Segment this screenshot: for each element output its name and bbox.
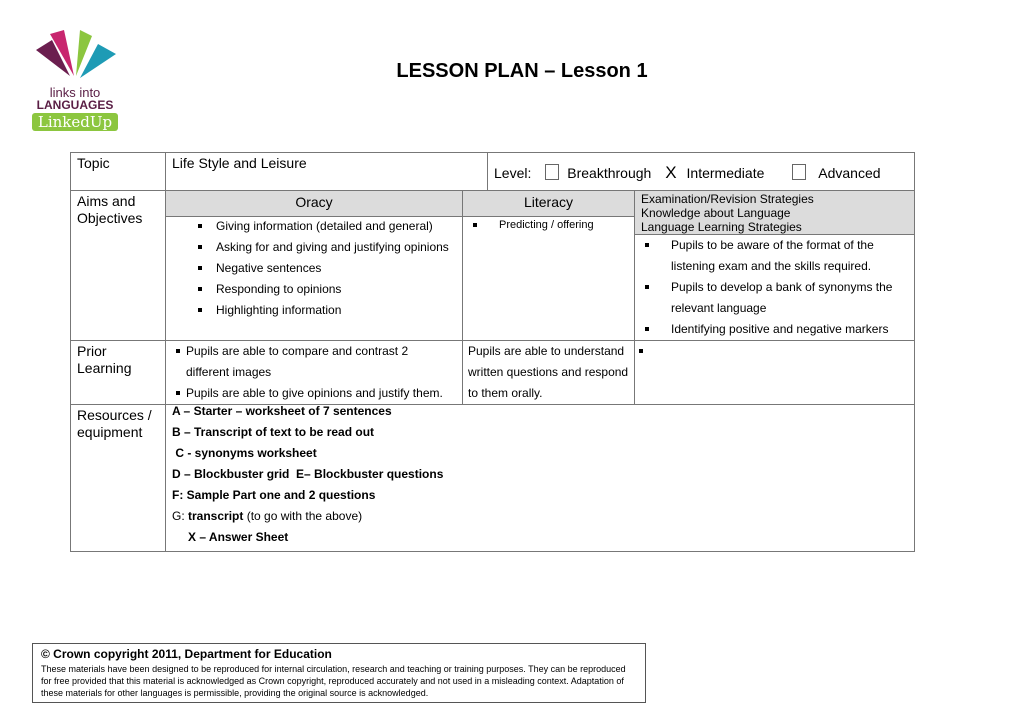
prior-label: Prior Learning [70,340,166,405]
resource-item: X – Answer Sheet [188,530,289,544]
logo-text: LinkedUp [32,113,118,131]
exam-header: Language Learning Strategies [641,220,802,234]
prior-oracy [165,340,463,405]
copyright-footer [32,643,646,703]
level-option: Breakthrough [567,165,652,181]
list-item: Negative sentences [166,258,462,279]
exam-header: Knowledge about Language [641,206,791,220]
list-item: Highlighting information [166,300,462,321]
page-title: LESSON PLAN – Lesson 1 [396,60,648,82]
list-item: Predicting / offering [463,215,634,236]
literacy-cell [462,190,635,341]
checkbox-advanced[interactable] [792,164,806,180]
exam-header: Examination/Revision Strategies [641,192,814,206]
logo-text: LANGUAGES [36,98,114,112]
resource-item: G: transcript (to go with the above) [172,509,363,523]
prior-exam [634,340,915,405]
exam-cell [634,190,915,341]
list-item: Pupils are able to give opinions and justify them. [172,383,452,404]
prior-literacy: Pupils are able to understand written questions and respond to them orally. [462,340,635,405]
list-item: Giving information (detailed and general) [166,216,462,237]
level-option: Intermediate [686,165,765,181]
oracy-cell [165,190,463,341]
logo-text: links into [49,85,101,100]
level-option: Advanced [818,165,881,181]
level-label: Level: [494,165,532,181]
list-item: Pupils to develop a bank of synonyms the relevant language [635,277,914,319]
resource-item: C - synonyms worksheet [172,446,317,460]
footer-text: These materials have been designed to be reproduced for internal circulation, research and teaching or training purposes. They can be reproduced for free provided that this material is acknowledged as Crown copyright, reproduced accurately and not used in a misleading context. Adaptation of these materials for other languages is permissible, providing the original source is acknowledged. [41,664,626,698]
resources-list [165,404,915,552]
topic-label: Topic [70,152,166,191]
checkbox-intermediate[interactable]: X [665,163,677,182]
level-cell [487,152,915,191]
resource-item: B – Transcript of text to be read out [172,425,375,439]
oracy-header: Oracy [166,191,462,217]
resources-label: Resources / equipment [70,404,166,552]
resource-item: D – Blockbuster grid E– Blockbuster questions [172,467,444,481]
resource-item: F: Sample Part one and 2 questions [172,488,376,502]
list-item: Pupils to be aware of the format of the listening exam and the skills required. [635,235,914,277]
resource-item: A – Starter – worksheet of 7 sentences [172,404,392,418]
checkbox-breakthrough[interactable] [545,164,559,180]
list-item: Responding to opinions [166,279,462,300]
literacy-header: Literacy [463,191,634,217]
list-item: Identifying positive and negative markers [635,319,914,340]
list-item: Pupils are able to compare and contrast 2 different images [172,341,452,383]
list-item: Asking for and giving and justifying opinions [166,237,462,258]
topic-value: Life Style and Leisure [165,152,488,191]
footer-title: © Crown copyright 2011, Department for Education [41,647,332,661]
aims-label: Aims and Objectives [70,190,166,341]
